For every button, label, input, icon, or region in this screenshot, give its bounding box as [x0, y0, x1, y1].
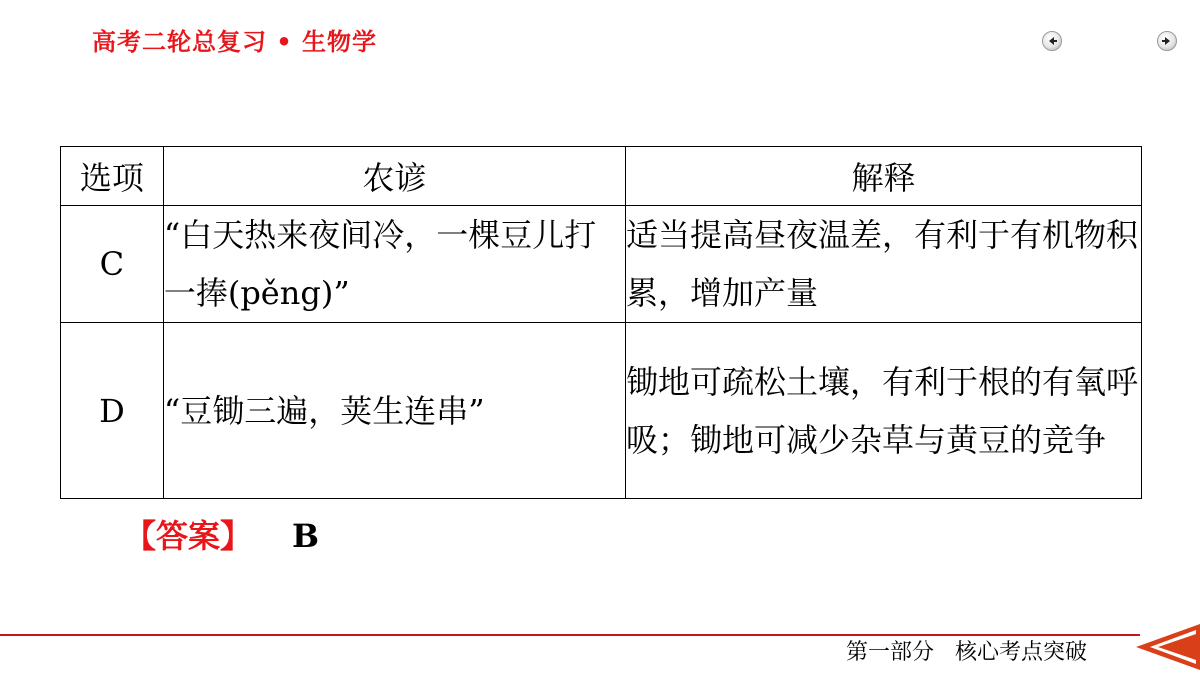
footer-section-label: 第一部分 核心考点突破 [846, 640, 1087, 665]
header-option: 选项 [61, 147, 164, 206]
header-saying: 农谚 [163, 147, 625, 206]
footer-divider [0, 634, 1140, 636]
saying-cell: “白天热来夜间冷，一棵豆儿打一捧(pěng)” [163, 206, 625, 323]
explanation-cell: 适当提高昼夜温差，有利于有机物积累，增加产量 [626, 206, 1142, 323]
answer-value: B [292, 517, 320, 555]
table-row [61, 206, 1142, 323]
table-row [61, 323, 1142, 499]
prev-arrow-icon[interactable] [1042, 31, 1062, 51]
proverb-table [60, 146, 1142, 499]
saying-cell: “豆锄三遍，荚生连串” [163, 323, 625, 499]
answer-line [124, 514, 319, 558]
header-title: 高考二轮总复习 • 生物学 [92, 28, 378, 56]
option-cell: C [61, 206, 164, 323]
back-arrow-icon[interactable] [1136, 624, 1200, 674]
explanation-cell: 锄地可疏松土壤，有利于根的有氧呼吸；锄地可减少杂草与黄豆的竞争 [626, 323, 1142, 499]
option-cell: D [61, 323, 164, 499]
table-header-row [61, 147, 1142, 206]
header-explanation: 解释 [626, 147, 1142, 206]
answer-label: 【答案】 [124, 517, 253, 555]
next-arrow-icon[interactable] [1157, 31, 1177, 51]
